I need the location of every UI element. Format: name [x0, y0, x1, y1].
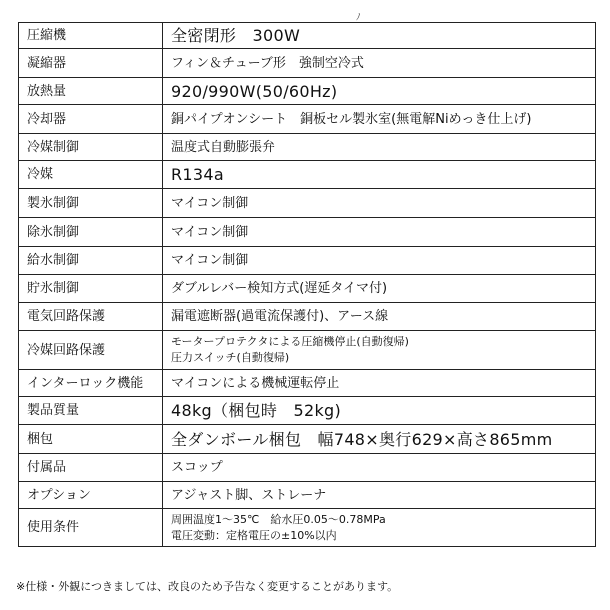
spec-label: 梱包 — [19, 425, 163, 454]
spec-row — [19, 509, 596, 547]
top-mark: ﾉ — [356, 13, 361, 23]
spec-value: 920/990W(50/60Hz) — [163, 78, 596, 105]
spec-row — [19, 331, 596, 370]
spec-row — [19, 49, 596, 78]
spec-row — [19, 189, 596, 218]
spec-row — [19, 275, 596, 303]
spec-table — [18, 22, 596, 547]
spec-value — [163, 509, 596, 547]
spec-value-line-2: 電圧変動：定格電圧の±10%以内 — [171, 528, 337, 542]
spec-value: R134a — [163, 161, 596, 189]
spec-value: スコップ — [163, 454, 596, 482]
spec-label: 冷媒回路保護 — [19, 331, 163, 370]
spec-label: 給水制御 — [19, 247, 163, 275]
spec-value: 全ダンボール梱包 幅748×奥行629×高さ865mm — [163, 425, 596, 454]
spec-value: 全密閉形 300W — [163, 23, 596, 49]
spec-label: インターロック機能 — [19, 370, 163, 397]
spec-label: 圧縮機 — [19, 23, 163, 49]
spec-value: 銅パイプオンシート 銅板セル製氷室(無電解Niめっき仕上げ) — [163, 105, 596, 134]
spec-value — [163, 331, 596, 370]
spec-label: 冷媒制御 — [19, 134, 163, 161]
spec-value: フィン＆チューブ形 強制空冷式 — [163, 49, 596, 78]
spec-value: 温度式自動膨張弁 — [163, 134, 596, 161]
spec-value: マイコンによる機械運転停止 — [163, 370, 596, 397]
spec-label: 放熱量 — [19, 78, 163, 105]
spec-row — [19, 425, 596, 454]
spec-value: 漏電遮断器(過電流保護付)、アース線 — [163, 303, 596, 331]
spec-row — [19, 247, 596, 275]
spec-value-line-1: 周囲温度1〜35℃ 給水圧0.05〜0.78MPa — [171, 512, 386, 526]
spec-value: マイコン制御 — [163, 247, 596, 275]
spec-value: ダブルレバー検知方式(遅延タイマ付) — [163, 275, 596, 303]
footnote: ※仕様・外観につきましては、改良のため予告なく変更することがあります。 — [16, 580, 399, 593]
spec-label: オプション — [19, 482, 163, 509]
spec-value-line-1: モータープロテクタによる圧縮機停止(自動復帰) — [171, 335, 409, 348]
spec-value: アジャスト脚、ストレーナ — [163, 482, 596, 509]
spec-table-body — [19, 23, 596, 547]
spec-label: 電気回路保護 — [19, 303, 163, 331]
spec-row — [19, 397, 596, 425]
spec-row — [19, 454, 596, 482]
spec-row — [19, 370, 596, 397]
spec-row — [19, 303, 596, 331]
spec-value-line-2: 圧力スイッチ(自動復帰) — [171, 351, 290, 364]
spec-row — [19, 218, 596, 247]
spec-label: 凝縮器 — [19, 49, 163, 78]
spec-label: 冷却器 — [19, 105, 163, 134]
spec-label: 製氷制御 — [19, 189, 163, 218]
spec-value: マイコン制御 — [163, 218, 596, 247]
spec-row — [19, 161, 596, 189]
spec-label: 製品質量 — [19, 397, 163, 425]
spec-label: 付属品 — [19, 454, 163, 482]
spec-row — [19, 134, 596, 161]
spec-row — [19, 105, 596, 134]
spec-label: 貯氷制御 — [19, 275, 163, 303]
spec-label: 冷媒 — [19, 161, 163, 189]
spec-row — [19, 23, 596, 49]
spec-label: 使用条件 — [19, 509, 163, 547]
spec-value: マイコン制御 — [163, 189, 596, 218]
spec-row — [19, 78, 596, 105]
spec-label: 除氷制御 — [19, 218, 163, 247]
spec-value: 48kg（梱包時 52kg) — [163, 397, 596, 425]
spec-row — [19, 482, 596, 509]
